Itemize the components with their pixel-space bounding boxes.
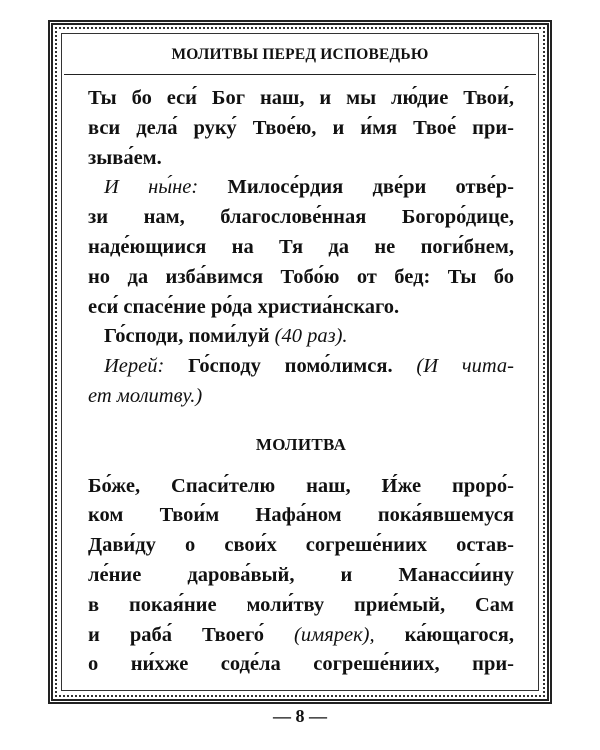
page-number: — 8 — — [273, 706, 327, 726]
text-line — [88, 173, 514, 203]
prayer-text: Милосе́рдия две́ри отве́р- — [227, 176, 514, 199]
text-line: еси́ спасе́ние ро́да христиа́нскаго. — [88, 295, 400, 318]
paragraph-1 — [88, 84, 514, 173]
rubric-note: (И чита- — [416, 355, 515, 378]
text-line: Дави́ду о свои́х согреше́ниих остав- — [88, 534, 514, 557]
text-line: ком Твои́м Нафа́ном пока́явшемуся — [88, 504, 514, 527]
text-line — [88, 352, 514, 382]
rubric-note: (40 раз). — [274, 325, 348, 348]
prayer-text: и раба́ Твоего́ — [88, 623, 264, 646]
paragraph-2 — [88, 173, 514, 322]
running-header: МОЛИТВЫ ПЕРЕД ИСПОВЕДЬЮ — [171, 46, 429, 63]
rubric-note: (имярек), — [294, 623, 375, 646]
prayer-text: Го́споди, поми́луй — [104, 325, 270, 348]
text-line: Бо́же, Спаси́телю наш, И́же проро́- — [88, 474, 514, 497]
text-line: ле́ние дарова́вый, и Манасси́ину — [88, 563, 514, 586]
text-line: вси дела́ руку́ Твое́ю, и и́мя Твое́ при- — [88, 116, 514, 139]
rubric-label: И ны́не: — [104, 176, 199, 199]
paragraph-3 — [88, 322, 514, 352]
text-line: о ни́хже соде́ла согреше́ниих, при- — [88, 653, 514, 676]
text-line: зыва́ем. — [88, 146, 162, 169]
text-line: Ты бо еси́ Бог наш, и мы лю́дие Твои́, — [88, 87, 514, 109]
prayer-paragraph — [88, 472, 514, 681]
rubric-label: Иерей: — [104, 355, 165, 378]
text-line — [88, 621, 514, 651]
header-divider — [64, 74, 536, 75]
paragraph-4 — [88, 352, 514, 412]
text-line: зи нам, благослове́нная Богоро́дице, — [88, 206, 514, 229]
prayer-text: ка́ющагося, — [404, 623, 514, 646]
text-line: но да изба́вимся Тобо́ю от бед: Ты бо — [88, 265, 514, 288]
text-line — [88, 322, 514, 352]
text-line: наде́ющиися на Тя да не поги́бнем, — [88, 235, 514, 258]
text-line: ет молитву.) — [88, 384, 203, 407]
section-title: МОЛИТВА — [255, 434, 347, 454]
page-content — [88, 84, 514, 680]
text-line: в покая́ние моли́тву прие́мый, Сам — [88, 593, 514, 616]
prayer-text: Го́споду помо́лимся. — [188, 355, 393, 378]
